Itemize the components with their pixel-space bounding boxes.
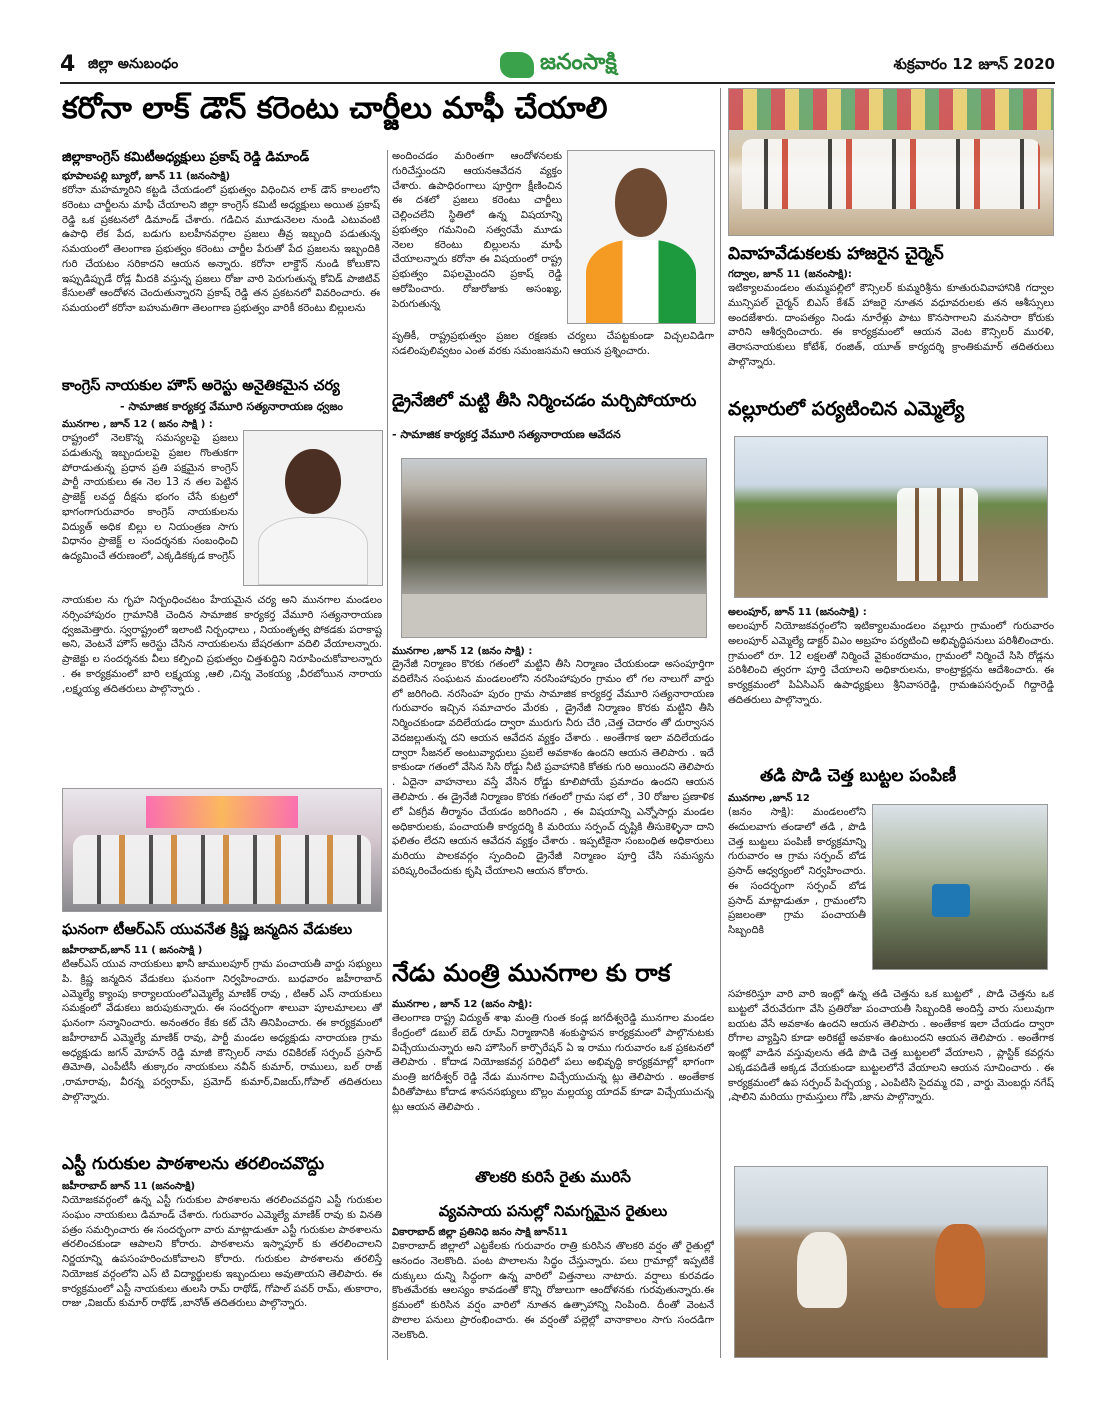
bins-distribution-photo xyxy=(872,804,1048,970)
house-arrest-headline: కాంగ్రెస్ నాయకుల హౌస్ అరెస్టు అనైతికమైన చర్య xyxy=(62,378,340,394)
gurukul-body: నియోజకవర్గంలో ఉన్న ఎస్టీ గురుకుల పాఠశాలను తరలించవద్దని ఎస్టీ గురుకుల సంఘం నాయకులు డిమాండ్ చేశారు. గురువారం ఎమ్మెల్యే మాణిక్ రావు కు వినతి పత్రం సమర్పించారు ఈ సందర్భంగా వారు మాట్లాడుతూ ఎస్టీ గురుకుల పాఠశాలను తరలించకుండా ఆపాలని కోరారు. పాఠశాలను ఇస్నాపూర్ కు తరలించాలని నిర్ణయాన్ని ఉపసంహరించుకోవాలని కోరారు. గురుకుల పాఠశాలను తరలిస్తే నియోజక వర్గంలోని ఎస్ టి విద్యార్థులకు ఇబ్బందులు అవుతాయని తెలిపారు. ఈ కార్యక్రమంలో ఎస్టీ నాయకులు తులసి రామ్ రాథోడ్, గోపాల్ పవర్ రామ్, తుకారాం, రాజు ,విజయ్ కుమార్ రాథోడ్ ,బానోత్ తదితరులు పాల్గొన్నారు. xyxy=(62,1195,382,1310)
lead-subhead: జిల్లాకాంగ్రెస్ కమిటీఅధ్యక్షులు ప్రకాష్ రెడ్డి డిమాండ్ xyxy=(62,150,310,165)
wedding-photo xyxy=(728,88,1054,236)
lead-dateline: భూపాలపల్లి బ్యూరో, జూన్ 11 (జనంసాక్షి) xyxy=(62,171,231,182)
house-arrest-body: నాయకుల ను గృహ నిర్బంధించటం హేయమైన చర్య అని మునగాల మండలం నర్సింహాపురం గ్రామానికి చెందిన సామాజిక కార్యకర్త వేమూరి సత్యనారాయణ ధ్వజమెత్తారు. స్వరాష్ట్రంలో ఇలాంటి నిర్బంధాలు , నియంతృత్వ పోకడకు పరాకాష్ట అని, వెంటనే హౌస్ అరెస్టు చేసిన నాయకులను బేషరతుగా వదిలి వేయాలన్నారు. ప్రాజెక్టు ల సందర్శనకు వీలు కల్పించి ప్రభుత్వం చిత్తశుద్ధిని నిరూపించుకోవాలన్నారు . ఈ కార్యక్రమంలో బారి లక్ష్మయ్య ,ఆలి ,చిన్న వెంకయ్య ,వీరబోయిన నారాయ ,లక్ష్మయ్య తదితరులు పాల్గొన్నారు . xyxy=(62,595,382,695)
farmers-oxen-photo xyxy=(734,1166,1048,1358)
minister-body: తెలంగాణ రాష్ట్ర విద్యుత్ శాఖ మంత్రి గుంత కండ్ల జగదీశ్వరెడ్డి మునగాల మండల కేంద్రంలో డబుల్ బెడ్ రూమ్ నిర్మాణానికి శంకుస్థాపన కార్యక్రమంలో పాల్గొనుటకు విచ్చేయుచున్నారు అని హౌసింగ్ కార్పొరేషన్ ఏ ఇ రాము గురువారం ఒక ప్రకటనలో తెలిపారు . కోదాడ నియోజకవర్గ పరిధిలో పలు అభివృద్ధి కార్యక్రమాల్లో భాగంగా మంత్రి జగదీశ్వర్ రెడ్డి నేడు మునగాల విచ్చేయుచున్న ట్లు తెలిపారు . అంతేకాక వీరితోపాటు కోదాడ శాసనసభ్యులు బొల్లం మల్లయ్య యాదవ్ కూడా విచ్చేయుచున్న ట్లు ఆయన తెలిపారు . xyxy=(392,1013,714,1113)
masthead-title: జనంసాక్షి xyxy=(540,50,617,75)
farmers-subheadline: వ్యవసాయ పనుల్లో నిమగ్నమైన రైతులు xyxy=(438,1202,668,1220)
gurukul-headline: ఎస్టీ గురుకుల పాఠశాలను తరలించవొద్దు xyxy=(62,1154,325,1174)
mla-visit-dateline: అలంపూర్, జూన్ 11 (జనంసాక్షి) : xyxy=(728,607,867,618)
congress-leader-photo xyxy=(567,150,715,324)
drainage-body: డ్రైనేజీ నిర్మాణం కొరకు గతంలో మట్టిని తీసి నిర్మాణం చేయకుండా అసంపూర్తిగా వదిలేసిన సంఘటన మండలంలోని నరసింహాపురం గ్రామం లో గల నాలుగో వార్డు లో జరిగింది. నరసింహ పురం గ్రామ సామాజిక కార్యకర్త వేమూరి సత్యనారాయణ గురువారం ఇచ్చిన సమాచారం మేరకు , డ్రైనేజీ నిర్మాణం కొరకు మట్టిని తీసి నిర్మించకుండా వదిలేయడం ద్వారా మురుగు నీరు చేరి ,చెత్త చెదారం తో దుర్వాసన వెదజల్లుతున్న దని ఆయన ఆవేదన వ్యక్తం చేశారు . అంతేగాక ఇలా వదిలేయడం ద్వారా సీజనల్ అంటువ్యాధులు ప్రబలే అవకాశం ఉందని ఆయన తెలిపారు . ఇదే కాకుండా గతంలో వేసిన సిసి రోడ్డు నీటి ప్రవాహానికి కోతకు గురి అయిందని తెలిపారు . ఏదైనా వాహనాలు వస్తే వేసిన రోడ్డు కూలిపోయే ప్రమాదం ఉందని ఆయన తెలిపారు . ఈ డ్రైనేజీ నిర్మాణం కొరకు గతంలో గ్రామ సభ లో , 30 రోజుల ప్రణాళిక లో ఏకగ్రీవ తీర్మానం చేయడం జరిగిందని , ఈ విషయాన్ని ఎన్నోసార్లు మండల అధికారులకు, పంచాయతీ కార్యదర్శి కి మరియు సర్పంచ్ దృష్టికి తీసుకెళ్ళినా దాని ఫలితం లేదని ఆయన ఆవేదన వ్యక్తం చేశారు . ఇప్పటికైనా సంబంధిత అధికారులు మరియు పాలకవర్గం స్పందించి డ్రైనేజీ నిర్మాణం పూర్తి చేసి సమస్యను పరిష్కరించేందుకు కృషి చేయాలని ఆయన కోరారు. xyxy=(392,659,714,877)
house-arrest-credit: - సామాజిక కార్యకర్త వేమూరి సత్యనారాయణ ధ్వజం xyxy=(120,400,343,413)
birthday-headline: ఘనంగా టీఆర్ఎస్ యువనేత క్రిష్ణ జన్మదిన వేడుకలు xyxy=(62,922,353,938)
drainage-dateline: మునగాల ,జూన్ 12 (జనం సాక్షి) : xyxy=(392,646,533,657)
state-map-icon xyxy=(500,52,534,78)
activist-photo xyxy=(243,430,383,586)
house-arrest-dateline: మునగాల , జూన్ 12 ( జనం సాక్షి ) : xyxy=(62,419,213,430)
masthead-logo xyxy=(500,50,617,80)
birthday-celebration-photo xyxy=(62,788,382,912)
bins-body: సహకరిస్తూ వారి వారి ఇంట్లో ఉన్న తడి చెత్తను ఒక బుట్టలో , పొడి చెత్తను ఒక బుట్టలో వేరువేరుగా వేసి ప్రతిరోజు పంచాయతీ సిబ్బందికి అందిస్తే వారు సులువుగా బయట వేసే అవకాశం ఉందని ఆయన తెలిపారు . అంతేకాక ఇలా చేయడం ద్వారా రోగాల వ్యాప్తిని కూడా అరికట్టే అవకాశం ఉంటుందని ఆయన తెలిపారు . అంతేగాక ఇంట్లో వాడిన వస్తువులను తడి పొడి చెత్త బుట్టలలో వేయాలని , ప్లాస్టిక్ కవర్లను ఎక్కడపడితే అక్కడ వేయకుండా బుట్టలలోనే వేయాలని ఆయన సూచించారు . ఈ కార్యక్రమంలో ఉప సర్పంచ్ పిచ్చయ్య , ఎంపిటిసి సైదమ్మ రవి , వార్డు మెంబర్లు నగేష్ ,షాలిని మరియు గ్రామస్తులు గోపి ,జాను పాల్గొన్నారు. xyxy=(728,989,1054,1104)
farmers-dateline: వికారాబాద్ జిల్లా ప్రతినిధి జనం సాక్షి జూన్11 xyxy=(392,1227,568,1238)
lead-headline: కరోనా లాక్ డౌన్ కరెంటు చార్జీలు మాఫీ చేయాలి xyxy=(62,91,608,126)
gurukul-dateline: జహీరాబాద్ జూన్ 11 (జనంసాక్షి) xyxy=(62,1181,196,1192)
column-divider xyxy=(387,150,388,1360)
birthday-body: టిఆర్ఎస్ యువ నాయకులు ఖానీ జాములపూర్ గ్రామ పంచాయతీ వార్డు సభ్యులు పి. క్రిష్ణ జన్మదిన వేడుకలు ఘనంగా నిర్వహించారు. బుధవారం జహీరాబాద్ ఎమ్మెల్యే క్యాంపు కార్యాలయంలోఎమ్మెల్యే మాణిక్ రావు , టిఆర్ ఎస్ నాయకులు సమక్షంలో వేడుకలు జరుపుకున్నారు. ఈ సందర్భంగా శాలువా పూలమాలలు తో ఘనంగా సన్మానించారు. అనంతరం కేకు కట్ చేసి తినిపించారు. ఈ కార్యక్రమంలో జహీరాబాద్ ఎమ్మెల్యే మాణిక్ రావు, పార్టీ మండల అధ్యక్షుడు నారాయణ గ్రామ అధ్యక్షుడు జగన్ మోహన్ రెడ్డి మాజీ కౌన్సిలర్ నామ రవికిరణ్ సర్పంచ్ ప్రసాద్ తిమోతి, ఎంపీటీసీ తుక్కారం నాయకులు నవీన్ కుమార్, రాములు, బల్ రాజ్ ,రామారావు, వీరన్న పర్వరామ్, ప్రమోద్ కుమార్,విజయ్,గోపాల్ తదితరులు పాల్గొన్నారు. xyxy=(62,959,382,1104)
mla-visit-headline: వల్లూరులో పర్యటించిన ఎమ్మెల్యే xyxy=(728,398,965,420)
wedding-body: ఇటిక్యాలమండలం తుమ్మపల్లిలో కౌన్సిలర్ కుమ్మరిశ్రీను కూతురువివాహానికి గద్వాల మున్సిపల్ చైర్మన్ బిఎస్ కేశవ్ హాజరై నూతన వధూవరులకు తన ఆశీస్సులు అందజేశారు. దాంపత్యం నిండు నూరేళ్లు పాటు కొనసాగాలని మనసారా కోరుకు వారిని ఆశీర్వదించారు. ఈ కార్యక్రమంలో ఆయన వెంట కౌన్సిలర్ మురళి, తెరాసనాయకులు కోటేశ్, రంజిత్, యూత్ కార్యదర్శి క్రాంతికుమార్ తదితరులు పాల్గొన్నారు. xyxy=(728,283,1054,368)
drainage-credit: - సామాజిక కార్యకర్త వేమూరి సత్యనారాయణ ఆవేదన xyxy=(392,428,621,441)
issue-date: శుక్రవారం 12 జూన్ 2020 xyxy=(893,55,1055,73)
page-number: 4 xyxy=(60,52,76,77)
section-title: జిల్లా అనుబంధం xyxy=(88,56,179,72)
drainage-headline: డ్రైనేజిలో మట్టి తీసి నిర్మించడం మర్చిపోయారు xyxy=(392,391,697,411)
wedding-dateline: గద్వాల, జూన్ 11 (జనంసాక్షి): xyxy=(728,269,852,280)
wedding-headline: వివాహవేడుకలకు హాజరైన చైర్మెన్ xyxy=(728,244,944,264)
farmers-body: వికారాబాద్ జిల్లాలో ఎట్టకేలకు గురువారం రాత్రి కురిసిన తొలకరి వర్షం తో రైతుల్లో ఆనందం నెలకొంది. పంట పొలాలను సిద్ధం చేస్తున్నారు. పలు గ్రామాల్లో ఇప్పటికే దుక్కులు దున్ని సిద్ధంగా ఉన్న వారిలో విత్తనాలు నాటారు. వర్షాలు కురవడం కొంతమేరకు ఆలస్యం కావడంతో కొన్ని రోజులుగా ఆందోళనకు గురవుతున్నారు.ఈ క్రమంలో కురిసిన వర్షం వారిలో నూతన ఉత్సాహాన్ని నింపింది. దీంతో వెంటనే పొలాల పనులు ప్రారంభించారు. ఈ వర్షంతో పల్లెల్లో వానాకాలం సాగు సందడిగా నెలకొంది. xyxy=(392,1241,714,1341)
page-header xyxy=(60,50,1055,84)
birthday-dateline: జహీరాబాద్,జూన్ 11 ( జనంసాక్షి ) xyxy=(62,945,203,956)
column-divider xyxy=(720,88,721,1358)
lead-body-right-top: అందించడం మరింతగా ఆందోళనలకు గురిచేస్తుందని ఆయనఆవేదన వ్యక్తం చేశారు. ఉపాధిరంగాలు పూర్తిగా క్షీణించిన ఈ దశలో ప్రజలు కరెంటు చార్జీలు చెల్లించలేని స్థితిలో ఉన్న విషయాన్ని ప్రభుత్వం గమనించి సత్వరమే మూడు నెలల కరెంటు బిల్లులను మాఫీ చేయాలన్నారు కరోనా ఈ విషయంలో రాష్ట్ర ప్రభుత్వం విఫలమైందని ప్రకాష్ రెడ్డి ఆరోపించారు. రోజురోజుకు అసంఖ్య, పెరుగుతున్న xyxy=(392,151,562,310)
lead-body-right-bottom: పృతికీ, రాష్ట్రప్రభుత్వం ప్రజల రక్షణకు చర్యలు చేపట్టకుండా విచ్చలవిడిగా సడలింపులివ్వటం ఎంత వరకు సమంజసమని ఆయన ప్రశ్నించారు. xyxy=(392,331,714,357)
bins-headline: తడి పొడి చెత్త బుట్టల పంపిణీ xyxy=(760,766,957,786)
minister-dateline: మునగాల , జూన్ 12 (జనం సాక్షి): xyxy=(392,999,533,1010)
lead-body-left: కరోనా మహమ్మారిని కట్టడి చేయడంలో ప్రభుత్వం విధించిన లాక్ డౌన్ కాలంలోని కరెంటు చార్జీలను మాఫీ చేయాలని జిల్లా కాంగ్రెస్ కమిటీ అధ్యక్షులు అయిత ప్రకాష్ రెడ్డి ఒక ప్రకటనలో డిమాండ్ చేశారు. గడిచిన మూడునెలల నుండి ఎటువంటి ఉపాధి లేక పేద, బడుగు బలహీనవర్గాల ప్రజలు తీవ్ర ఇబ్బంది పడుతున్న సమయంలో తెలంగాణ ప్రభుత్వం కరెంటు చార్జీల పేరుతో పేద ప్రజలను ఇబ్బందికి గురి చేయటం సరికాదని ఆయన అన్నారు. కరోనా లాక్డౌన్ నుండి కోలుకొని ఇప్పుడిప్పుడే రోడ్ల మీదకి వస్తున్న ప్రజలు రోజు వారి పెరుగుతున్న కోవిడ్ పాజిటివ్ కేసులతో ఆందోళన చెందుతున్నారని ప్రకాష్ రెడ్డి తన ప్రకటనలో వివరించారు. ఈ సమయంలో కరోనా బహుమతిగా తెలంగాణ ప్రభుత్వం వారికీ కరెంటు బిల్లులను xyxy=(62,185,380,315)
mla-visit-body: అలంపూర్ నియోజకవర్గంలోని ఇటిక్యాలమండలం వల్లూరు గ్రామంలో గురువారం అలంపూర్ ఎమ్మెల్యే డాక్టర్ విఎం అబ్రహం పర్యటించి అభివృద్ధిపనులు పరిశీలించారు. గ్రామంలో రూ. 12 లక్షలతో నిర్మించే వైకుంఠదామం, గ్రామంలో నిర్మించే సిసి రోడ్లను పరిశీలించి త్వరగా పూర్తి చేయాలని అధికారులను, కాంట్రాక్టర్లను ఆదేశించారు. ఈ కార్యక్రమంలో పిఏసిఎస్ ఉపాధ్యక్షులు శ్రీనివాసరెడ్డి, గ్రామఉపసర్పంచ్ గిద్దారెడ్డి తదితరులు పాల్గొన్నారు. xyxy=(728,621,1054,706)
bins-body-wrap: (జనం సాక్షి): మండలంలోని ఈదులవాగు తండాలో తడి , పొడి చెత్త బుట్టలు పంపిణీ కార్యక్రమాన్ని గురువారం ఆ గ్రామ సర్పంచ్ బోడ ప్రసాద్ ఆధ్వర్యంలో నిర్వహించారు. ఈ సందర్భంగా సర్పంచ్ బోడ ప్రసాద్ మాట్లాడుతూ , గ్రామంలోని ప్రజలంతా గ్రామ పంచాయతీ సిబ్బందికి xyxy=(728,807,866,937)
house-arrest-body-wrap: రాష్ట్రంలో నెలకొన్న సమస్యలపై ప్రజలు పడుతున్న ఇబ్బందులపై ప్రజల గొంతుకగా పోరాడుతున్న ప్రధాన ప్రతి పక్షమైన కాంగ్రెస్ పార్టీ నాయకులు ఈ నెల 13 న తల పెట్టిన ప్రాజెక్ట్ లవద్ద దీక్షను భంగం చేసే కుట్రలో భాగంగాగురువారం కాంగ్రెస్ నాయకులను విద్యుత్ అధిక బిల్లు ల నియంత్రణ సాగు విధానం ప్రాజెక్ట్ ల సందర్శనకు సంబంధించి ఉద్యమించే తరుణంలో, ఎక్కడికక్కడ కాంగ్రెస్ xyxy=(62,433,238,563)
drainage-photo xyxy=(401,458,707,638)
farmers-headline: తొలకరి కురిసే రైతు మురిసే xyxy=(475,1168,631,1186)
minister-headline: నేడు మంత్రి మునగాల కు రాక xyxy=(392,959,671,987)
bins-dateline: మునగాల ,జూన్ 12 xyxy=(728,793,810,804)
mla-visit-photo xyxy=(734,436,1048,598)
